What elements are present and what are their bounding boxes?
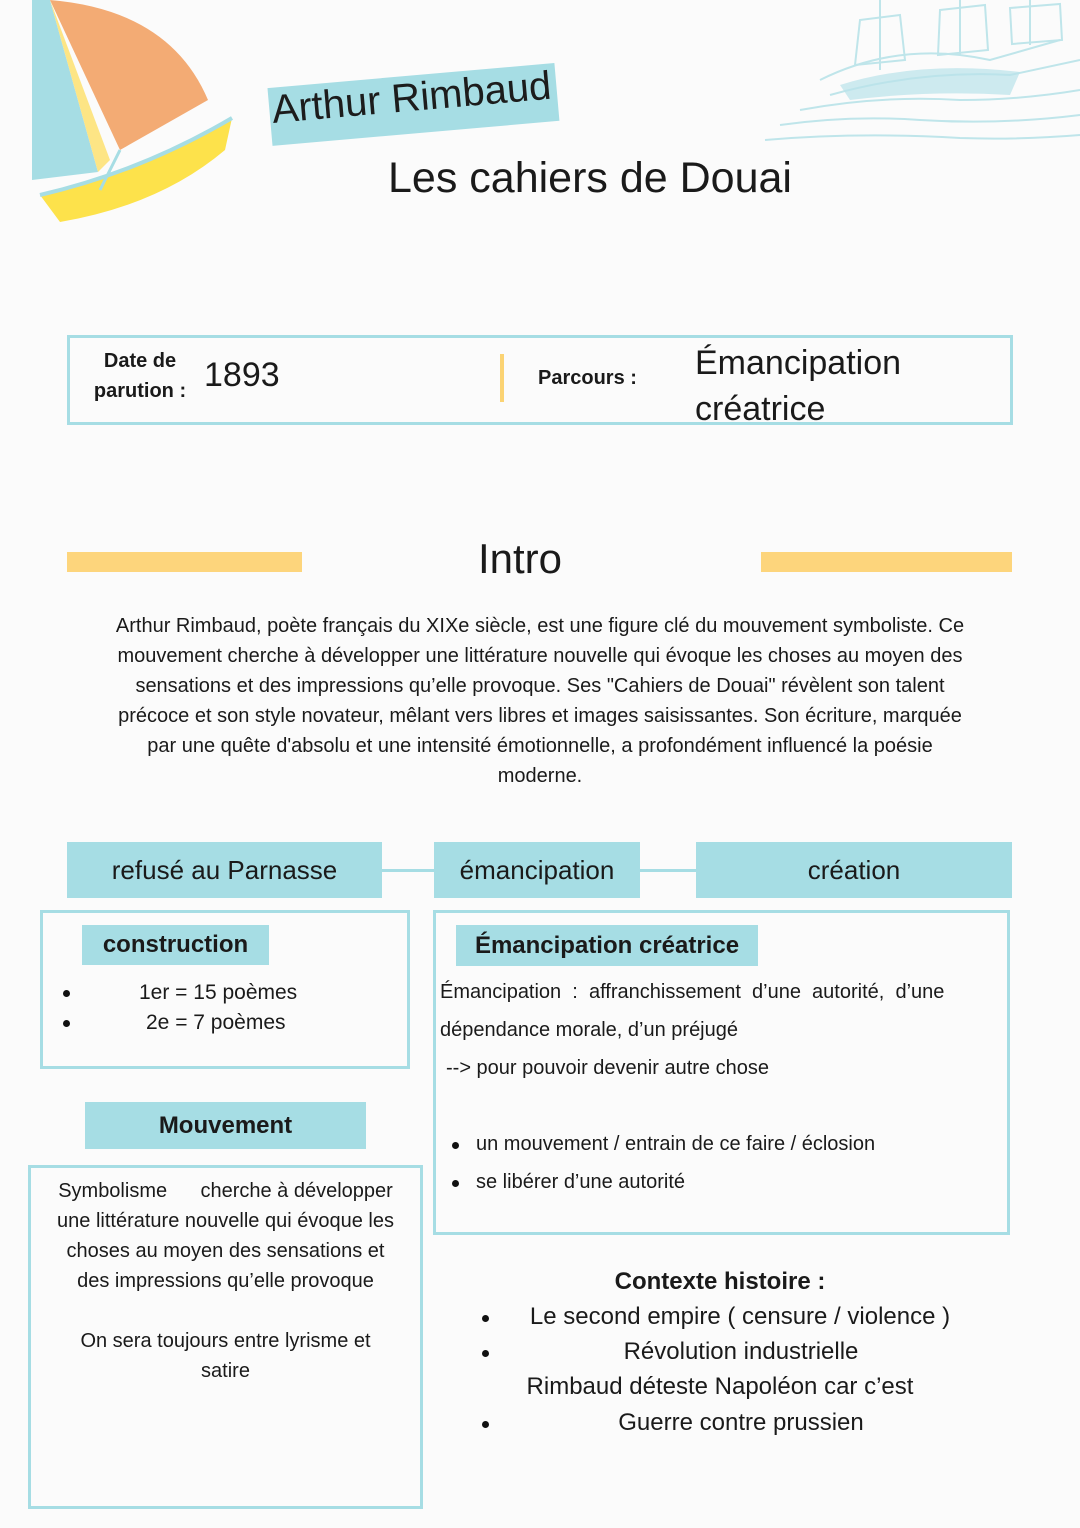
concept-refuse-parnasse: refusé au Parnasse [67, 842, 382, 898]
parcours-value-line2: créatrice [695, 390, 826, 428]
work-title: Les cahiers de Douai [388, 154, 792, 202]
emancipation-bullet: un mouvement / entrain de ce faire / éclosion [476, 1133, 876, 1155]
intro-line: sensations et des impressions qu’elle provoque. Ses "Cahiers de Douai" révèlent son talent [135, 675, 945, 697]
bullet-dot [482, 1421, 489, 1428]
emancipation-definition: Émancipation : affranchissement d’une autorité, d’une [440, 981, 945, 1003]
context-line: Rimbaud déteste Napoléon car c’est [526, 1373, 914, 1400]
context-line: Révolution industrielle [623, 1338, 859, 1365]
intro-line: Arthur Rimbaud, poète français du XIXe siècle, est une figure clé du mouvement symboliste. Ce [115, 615, 965, 637]
parcours-value-line1: Émancipation [695, 344, 902, 382]
concept-emancipation: émancipation [434, 842, 640, 898]
intro-line: précoce et son style novateur, mêlant vers libres et images saisissantes. Son écriture, marquée [118, 705, 962, 727]
date-label-line2: parution : [93, 380, 187, 402]
mouvement-line: Symbolisme cherche à développer [58, 1180, 393, 1202]
concept-connector [382, 869, 434, 872]
bullet-dot [63, 990, 70, 997]
sailboat-illustration [20, 0, 250, 230]
date-value: 1893 [204, 356, 280, 394]
mouvement-title: Mouvement [85, 1102, 366, 1149]
bullet-dot [452, 1180, 459, 1187]
ship-sketch-illustration [760, 0, 1080, 150]
construction-title: construction [82, 925, 269, 965]
mouvement-line: des impressions qu’elle provoque [77, 1270, 374, 1292]
mouvement-note [32, 1326, 419, 1386]
date-label [84, 346, 196, 406]
concept-connector [640, 869, 696, 872]
bullet-dot [482, 1350, 489, 1357]
intro-paragraph [72, 611, 1008, 791]
context-line: Guerre contre prussien [618, 1409, 864, 1436]
emancipation-title: Émancipation créatrice [456, 925, 758, 966]
info-separator [500, 354, 504, 402]
construction-item: 1er = 15 poèmes [139, 981, 298, 1004]
bullet-dot [482, 1315, 489, 1322]
parcours-label: Parcours : [538, 367, 637, 389]
context-line: Le second empire ( censure / violence ) [529, 1303, 951, 1330]
bullet-dot [63, 1020, 70, 1027]
mouvement-note-line: On sera toujours entre lyrisme et [80, 1330, 371, 1352]
intro-line: par une quête d'absolu et une intensité émotionnelle, a profondément influencé la poésie [147, 735, 933, 757]
mouvement-note-line: satire [201, 1360, 250, 1382]
emancipation-definition-cont: dépendance morale, d’un préjugé [440, 1019, 738, 1041]
emancipation-arrow-line: --> pour pouvoir devenir autre chose [446, 1057, 769, 1079]
author-name: Arthur Rimbaud [270, 63, 553, 132]
parcours-value [695, 340, 901, 432]
construction-item: 2e = 7 poèmes [146, 1011, 286, 1034]
mouvement-line: choses au moyen des sensations et [66, 1240, 385, 1262]
mouvement-description [32, 1176, 419, 1296]
emancipation-bullet: se libérer d’une autorité [476, 1171, 686, 1193]
bullet-dot [452, 1142, 459, 1149]
intro-title: Intro [477, 535, 563, 582]
context-title: Contexte histoire : [614, 1268, 826, 1295]
intro-line: mouvement cherche à développer une littérature nouvelle qui évoque les choses au moyen des [117, 645, 963, 667]
date-label-line1: Date de [103, 350, 177, 372]
intro-line: moderne. [497, 765, 583, 787]
mouvement-line: une littérature nouvelle qui évoque les [57, 1210, 394, 1232]
concept-creation: création [696, 842, 1012, 898]
